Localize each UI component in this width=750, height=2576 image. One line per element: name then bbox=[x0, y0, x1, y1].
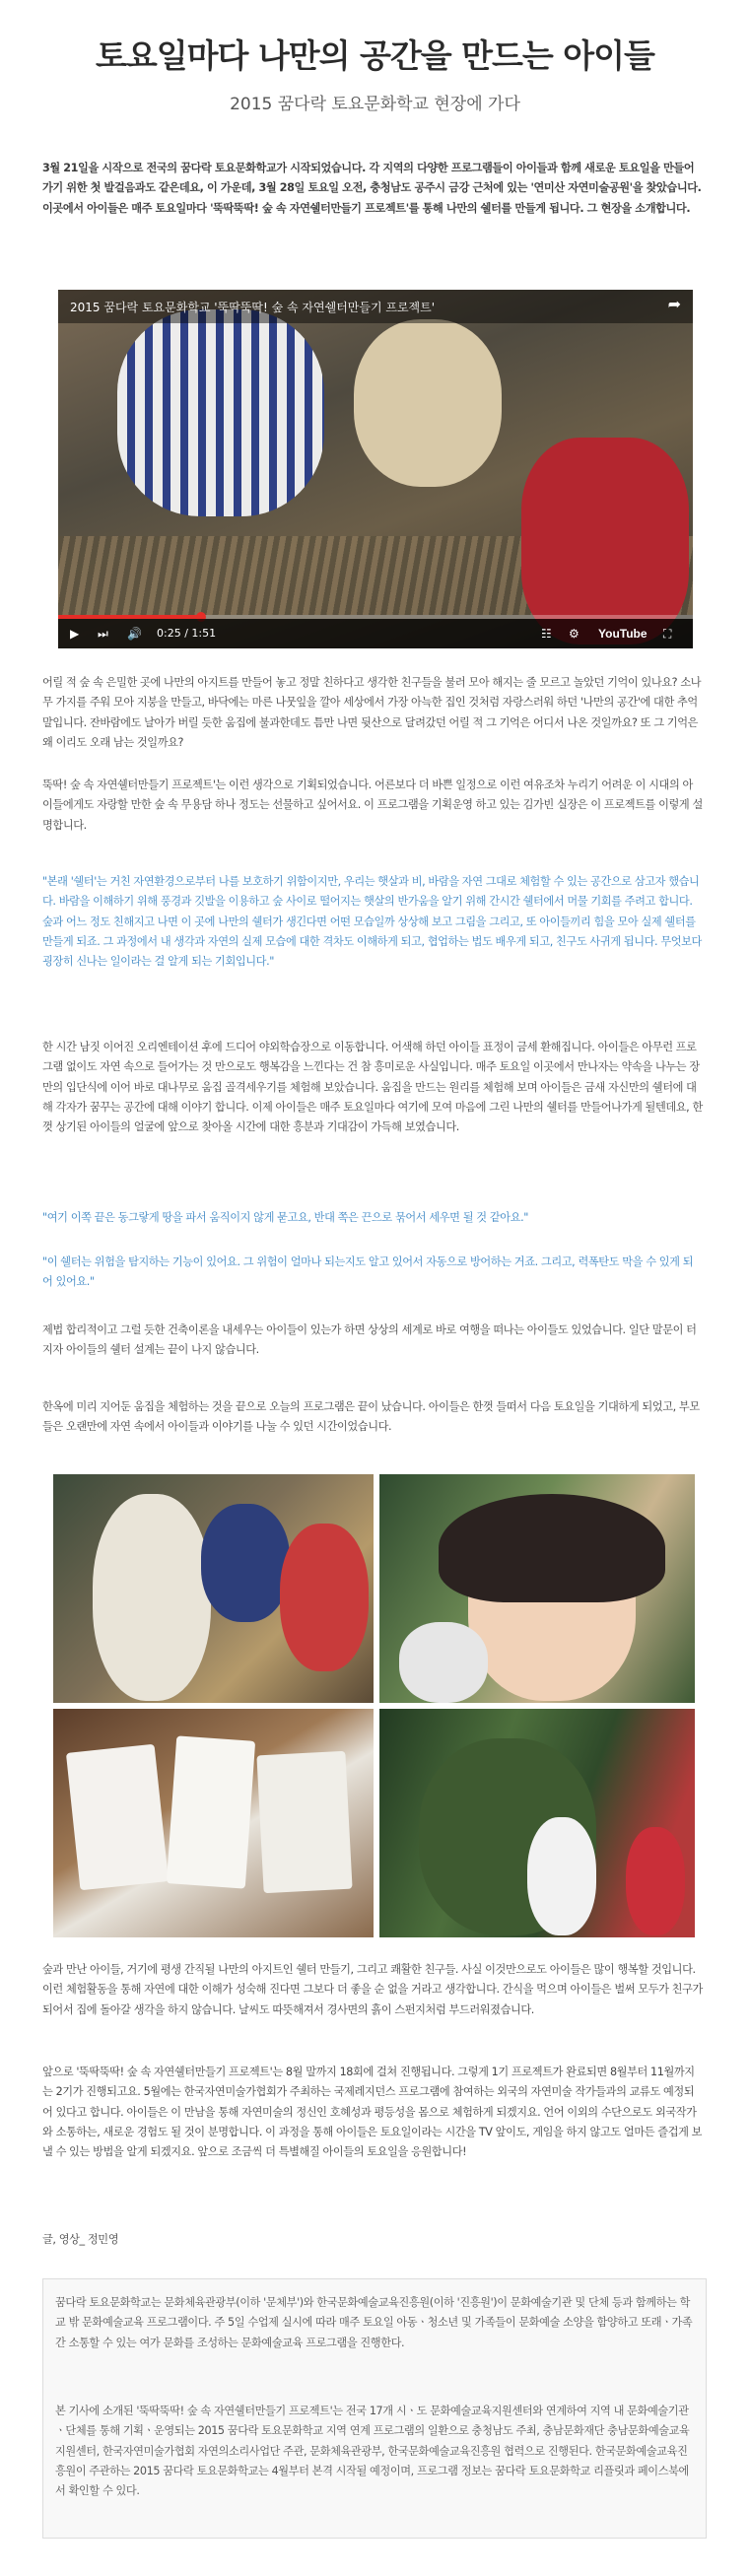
info-box bbox=[42, 2278, 707, 2539]
intro-paragraph: 3월 21일을 시작으로 전국의 꿈다락 토요문화학교가 시작되었습니다. 각 지역의 다양한 프로그램들이 아이들과 함께 새로운 토요일을 만들어 가기 위한 첫 발걸음과도 같은데요, 이 가운데, 3월 28일 토요일 오전, 충청남도 공주시 금강 근처에 있는 '연미산 자연미술공원'을 찾았습니다. 이곳에서 아이들은 매주 토요일마다 '뚝딱뚝딱! 숲 속 자연쉘터만들기 프로젝트'를 통해 나만의 쉘터를 만들게 됩니다. 그 현장을 소개합니다. bbox=[42, 162, 702, 215]
body-paragraph: 뚝딱! 숲 속 자연쉘터만들기 프로젝트'는 이런 생각으로 기획되었습니다. 어른보다 더 바쁜 일정으로 이런 여유조차 누리기 어려운 이 시대의 아이들에게도 자랑할 만한 숲 속 무용담 하나 정도는 선물하고 싶어서요. 이 프로그램을 기획운영 하고 있는 김가빈 실장은 이 프로젝트를 이렇게 설명합니다. bbox=[42, 779, 703, 832]
quote-paragraph: "본래 '쉘터'는 거친 자연환경으로부터 나를 보호하기 위함이지만, 우리는 햇살과 비, 바람을 자연 그대로 체험할 수 있는 공간으로 삼고자 했습니다. 바람을 이해하기 위해 풍경과 깃발을 이용하고 숲 사이로 떨어지는 햇살의 반가움을 알기 위해 간시간 쉘터에서 머물 기회를 주려고 합니다. 숲과 어느 정도 친해지고 나면 이 곳에 나만의 쉘터가 생긴다면 어떤 모습일까 상상해 보고 그림을 그리고, 또 아이들끼리 힘을 모아 실제 쉘터를 만들게 되죠. 그 과정에서 내 생각과 자연의 실제 모습에 대한 격차도 이해하게 되고, 협업하는 법도 배우게 되고, 친구도 사귀게 됩니다. 무엇보다 굉장히 신나는 일이라는 걸 알게 되는 기회입니다." bbox=[42, 875, 702, 969]
video-title[interactable]: 2015 꿈다락 토요문화학교 '뚝딱뚝딱! 숲 속 자연쉘터만들기 프로젝트' bbox=[70, 301, 436, 314]
video-player[interactable] bbox=[58, 290, 693, 648]
info-paragraph: 본 기사에 소개된 '뚝딱뚝딱! 숲 속 자연쉘터만들기 프로젝트'는 전국 17개 시ㆍ도 문화예술교육지원센터와 연계하여 지역 내 문화예술기관ㆍ단체를 통해 기획ㆍ운영되는 2015 꿈다락 토요문화학교 지역 연계 프로그램의 일환으로 충청남도 주최, 충남문화재단 충남문화예술교육지원센터, 한국자연미술가협회 자연의소리사업단 주관, 문화체육관광부, 한국문화예술교육진흥원 협력으로 진행된다. 한국문화예술교육진흥원이 주관하는 2015 꿈다락 토요문화학교는 4월부터 본격 시작될 예정이며, 프로그램 정보는 꿈다락 토요문화학교 리플릿과 페이스북에서 확인할 수 있다. bbox=[55, 2405, 690, 2498]
settings-icon[interactable]: ⚙ bbox=[569, 627, 580, 641]
video-frame-child-red bbox=[521, 438, 689, 644]
video-controls bbox=[58, 619, 693, 648]
body-paragraph: 한 시간 남짓 이어진 오리엔테이션 후에 드디어 야외학습장으로 이동합니다. 어색해 하던 아이들 표정이 금세 환해집니다. 아이들은 아무런 프로그램 없이도 자연 속으로 들어가는 것 만으로도 행복감을 느낀다는 건 참 흥미로운 사실입니다. 매주 토요일 이곳에서 만나자는 약속을 나누는 장만의 입단식에 이어 바로 대나무로 움집 골격세우기를 체험해 보았습니다. 움집을 만드는 원리를 체험해 보며 아이들은 금새 자신만의 쉘터에 대해 각자가 꿈꾸는 공간에 대해 이야기 합니다. 이제 아이들은 매주 토요일마다 여기에 모여 마음에 그린 나만의 쉘터를 만들어나가게 될텐데요, 한껏 상기된 아이들의 얼굴에 앞으로 찾아올 시간에 대한 흥분과 기대감이 가득해 보였습니다. bbox=[42, 1041, 703, 1134]
body-paragraph: 한옥에 미리 지어둔 움집을 체험하는 것을 끝으로 오늘의 프로그램은 끝이 났습니다. 아이들은 한껏 들떠서 다음 토요일을 기대하게 되었고, 부모들은 오랜만에 자연 속에서 아이들과 이야기를 나눌 수 있던 시간이었습니다. bbox=[42, 1400, 700, 1434]
byline: 글, 영상_ 정민영 bbox=[42, 2233, 119, 2246]
video-time: 0:25 / 1:51 bbox=[157, 627, 217, 640]
body-paragraph: 제법 합리적이고 그럴 듯한 건축이론을 내세우는 아이들이 있는가 하면 상상의 세계로 바로 여행을 떠나는 아이들도 있었습니다. 일단 말문이 터지자 아이들의 쉘터 설계는 끝이 나지 않습니다. bbox=[42, 1323, 697, 1357]
share-icon[interactable]: ➦ bbox=[667, 295, 681, 313]
body-paragraph: 어릴 적 숲 속 은밀한 곳에 나만의 아지트를 만들어 놓고 정말 친하다고 생각한 친구들을 불러 모아 해지는 줄 모르고 놀았던 기억이 있나요? 소나무 가지를 주워 모아 지붕을 만들고, 바닥에는 마른 나뭇잎을 깔아 세상에서 가장 아늑한 집인 것처럼 자랑스러워 하던 '나만의 공간'에 대한 추억 말입니다. 잔바람에도 날아가 버릴 듯한 움집에 불과한데도 틈만 나면 뒷산으로 달려갔던 어릴 적 그 기억은 어디서 나온 것일까요? 또 그 기억은 왜 이리도 오래 남는 것일까요? bbox=[42, 676, 702, 749]
quote-paragraph: "이 쉘터는 위험을 탐지하는 기능이 있어요. 그 위험이 얼마나 되는지도 알고 있어서 자동으로 방어하는 거죠. 그리고, 력폭탄도 막을 수 있게 되어 있어요." bbox=[42, 1255, 694, 1289]
cc-icon[interactable]: ☷ bbox=[541, 627, 552, 641]
photo-drawings-display bbox=[53, 1709, 374, 1937]
video-title-bar bbox=[58, 290, 693, 323]
quote-paragraph: "여기 이쪽 끝은 동그랗게 땅을 파서 움직이지 않게 묻고요, 반대 쪽은 끈으로 묶어서 세우면 될 것 같아요." bbox=[42, 1211, 528, 1224]
photo-smiling-girl bbox=[379, 1474, 695, 1703]
photo-children-building bbox=[53, 1474, 374, 1703]
info-paragraph: 꿈다락 토요문화학교는 문화체육관광부(이하 '문체부')와 한국문화예술교육진흥원(이하 '진흥원')이 문화예술기관 및 단체 등과 함께하는 학교 밖 문화예술교육 프로그램이다. 주 5일 수업제 실시에 따라 매주 토요일 아동ㆍ청소년 및 가족들이 문화예술 소양을 함양하고 또래ㆍ가족 간 소통할 수 있는 여가 문화를 조성하는 문화예술교육 프로그램을 진행한다. bbox=[55, 2296, 693, 2349]
video-frame-child bbox=[117, 309, 324, 516]
page-subtitle: 2015 꿈다락 토요문화학교 현장에 가다 bbox=[230, 95, 520, 114]
play-icon[interactable]: ▶ bbox=[70, 627, 80, 641]
video-frame-hands bbox=[354, 319, 502, 487]
next-icon[interactable]: ⏭ bbox=[98, 627, 108, 641]
page-title: 토요일마다 나만의 공간을 만드는 아이들 bbox=[96, 36, 654, 75]
body-paragraph: 앞으로 '뚝딱뚝딱! 숲 속 자연쉘터만들기 프로젝트'는 8월 말까지 18회에 걸쳐 진행됩니다. 그렇게 1기 프로젝트가 완료되면 8월부터 11월까지는 2기가 진행되고요. 5월에는 한국자연미술가협회가 주최하는 국제레지던스 프로그램에 참여하는 외국의 자연미술 작가들과의 교류도 예정되어 있다고 합니다. 아이들은 이 만남을 통해 자연미술의 정신인 호혜성과 평등성을 몸으로 체험하게 되겠지요. 언어 이외의 수단으로도 외국작가와 소통하는, 새로운 경험도 될 것이 분명합니다. 이 과정을 통해 아이들은 토요일이라는 시간을 TV 앞이도, 게임을 하지 않고도 얼마든 즐겁게 보낼 수 있는 방법을 알게 되겠지요. 앞으로 조금씩 더 특별해질 아이들의 토요일을 응원합니다! bbox=[42, 2066, 703, 2159]
fullscreen-icon[interactable]: ⛶ bbox=[663, 627, 672, 641]
photo-forest-shelter bbox=[379, 1709, 695, 1937]
body-paragraph: 숲과 만난 아이들, 거기에 평생 간직될 나만의 아지트인 쉘터 만들기, 그리고 쾌활한 친구들. 사실 이것만으로도 아이들은 많이 행복할 것입니다. 이런 체험활동을 통해 자연에 대한 이해가 성숙해 진다면 그보다 더 좋을 순 없을 거라고 생각합니다. 간식을 먹으며 아이들은 벌써 모두가 친구가 되어서 집에 돌아갈 생각을 하지 않습니다. 날씨도 따뜻해져서 경사면의 흙이 스펀지처럼 부드러워졌습니다. bbox=[42, 1963, 703, 2016]
volume-icon[interactable]: 🔊 bbox=[127, 627, 142, 641]
youtube-logo[interactable]: YouTube bbox=[598, 627, 648, 641]
